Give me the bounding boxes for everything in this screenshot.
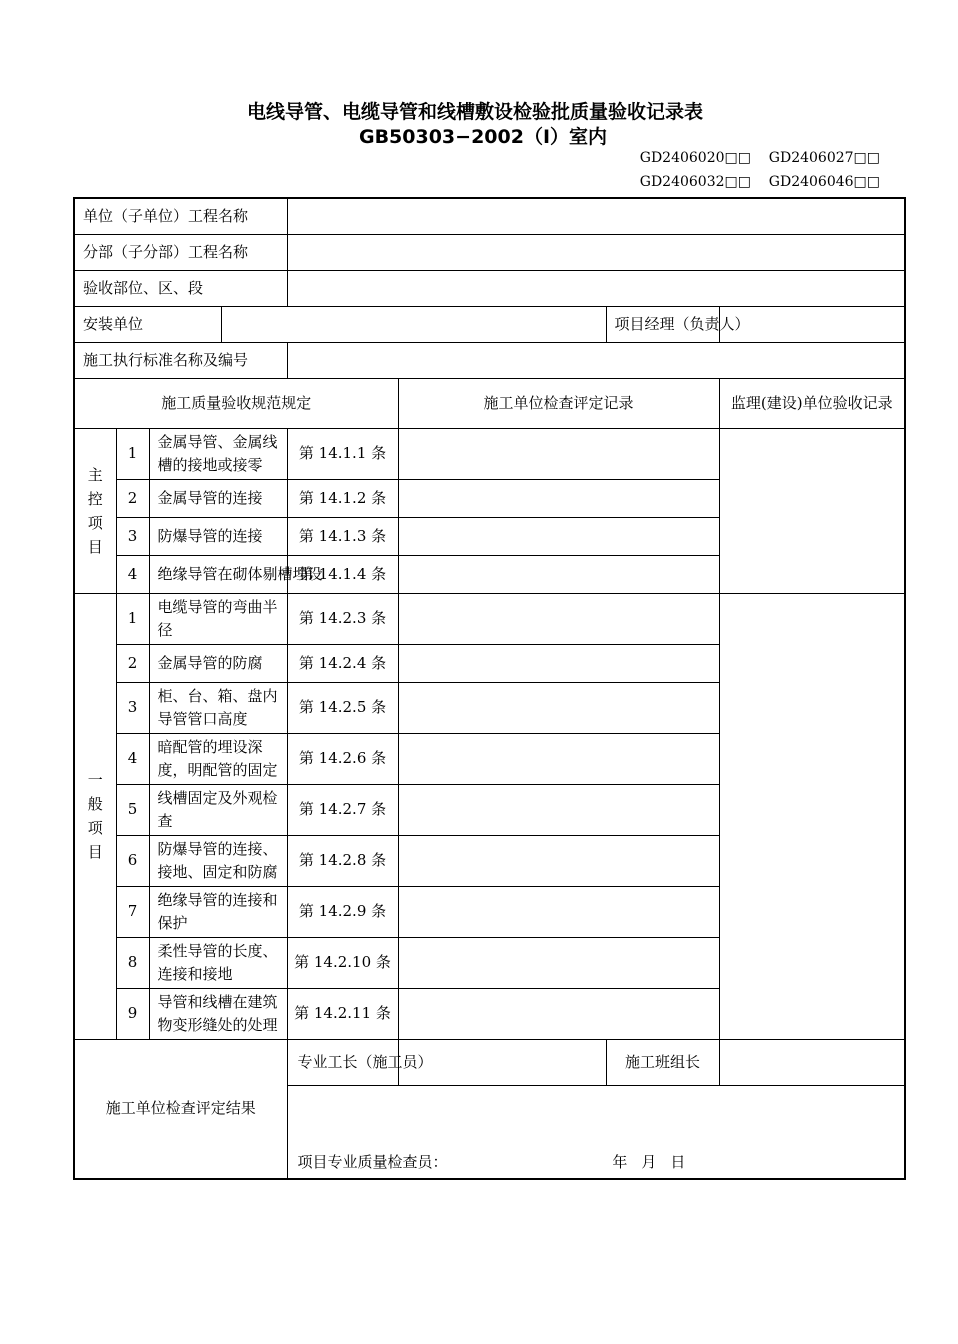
main-item-contractor-record[interactable] — [398, 517, 719, 555]
installer-label: 安装单位 — [74, 306, 221, 342]
form-subtitle: GB50303−2002（Ⅰ）室内 — [358, 126, 608, 148]
main-item-clause: 第 14.1.1 条 — [287, 428, 398, 479]
main-item-no: 4 — [116, 555, 149, 593]
installer-field[interactable] — [221, 306, 606, 342]
standard-label: 施工执行标准名称及编号 — [74, 342, 287, 378]
unit-project-label: 单位（子单位）工程名称 — [74, 198, 287, 234]
main-item-name: 金属导管、金属线槽的接地或接零 — [149, 428, 287, 479]
general-item-clause: 第 14.2.6 条 — [287, 733, 398, 784]
general-items-supervisor-record[interactable] — [719, 593, 905, 1039]
foreman-label: 专业工长（施工员） — [287, 1039, 398, 1085]
main-item-no: 2 — [116, 479, 149, 517]
general-item-name: 电缆导管的弯曲半径 — [149, 593, 287, 644]
general-item-clause: 第 14.2.11 条 — [287, 988, 398, 1039]
main-item-clause: 第 14.1.3 条 — [287, 517, 398, 555]
general-item-contractor-record[interactable] — [398, 835, 719, 886]
unit-project-field[interactable] — [287, 198, 905, 234]
general-item-name: 柔性导管的长度、连接和接地 — [149, 937, 287, 988]
general-item-name: 金属导管的防腐 — [149, 644, 287, 682]
main-item-name: 绝缘导管在砌体剔槽埋设 — [149, 555, 287, 593]
main-item-clause: 第 14.1.2 条 — [287, 479, 398, 517]
main-item-contractor-record[interactable] — [398, 479, 719, 517]
main-item-contractor-record[interactable] — [398, 428, 719, 479]
general-item-name: 防爆导管的连接、接地、固定和防腐 — [149, 835, 287, 886]
main-item-no: 1 — [116, 428, 149, 479]
main-item-no: 3 — [116, 517, 149, 555]
general-item-contractor-record[interactable] — [398, 644, 719, 682]
general-item-name: 线槽固定及外观检查 — [149, 784, 287, 835]
form-title: 电线导管、电缆导管和线槽敷设检验批质量验收记录表 — [246, 101, 703, 123]
result-label: 施工单位检查评定结果 — [74, 1039, 287, 1179]
main-items-group-label: 主 控 项 目 — [74, 428, 116, 593]
general-item-clause: 第 14.2.7 条 — [287, 784, 398, 835]
general-item-clause: 第 14.2.10 条 — [287, 937, 398, 988]
general-item-no: 9 — [116, 988, 149, 1039]
general-item-name: 绝缘导管的连接和保护 — [149, 886, 287, 937]
general-item-clause: 第 14.2.5 条 — [287, 682, 398, 733]
main-items-supervisor-record[interactable] — [719, 428, 905, 593]
general-item-no: 7 — [116, 886, 149, 937]
general-item-clause: 第 14.2.4 条 — [287, 644, 398, 682]
inspection-record-table — [73, 197, 906, 1180]
general-item-name: 暗配管的埋设深度，明配管的固定 — [149, 733, 287, 784]
general-item-contractor-record[interactable] — [398, 682, 719, 733]
sub-project-label: 分部（子分部）工程名称 — [74, 234, 287, 270]
general-item-no: 4 — [116, 733, 149, 784]
form-code-line-1: GD2406020□□ GD2406027□□ — [639, 150, 880, 166]
contractor-record-header: 施工单位检查评定记录 — [398, 378, 719, 428]
main-item-contractor-record[interactable] — [398, 555, 719, 593]
spec-header: 施工质量验收规范规定 — [74, 378, 398, 428]
standard-field[interactable] — [287, 342, 905, 378]
sign-date: 年 月 日 — [612, 1153, 688, 1171]
inspection-location-label: 验收部位、区、段 — [74, 270, 287, 306]
form-code-line-2: GD2406032□□ GD2406046□□ — [639, 174, 880, 190]
general-item-contractor-record[interactable] — [398, 988, 719, 1039]
general-item-clause: 第 14.2.9 条 — [287, 886, 398, 937]
general-item-no: 5 — [116, 784, 149, 835]
team-leader-field[interactable] — [719, 1039, 905, 1085]
general-item-clause: 第 14.2.3 条 — [287, 593, 398, 644]
general-item-contractor-record[interactable] — [398, 937, 719, 988]
general-item-no: 8 — [116, 937, 149, 988]
general-item-no: 3 — [116, 682, 149, 733]
general-item-clause: 第 14.2.8 条 — [287, 835, 398, 886]
general-item-name: 柜、台、箱、盘内导管管口高度 — [149, 682, 287, 733]
inspection-location-field[interactable] — [287, 270, 905, 306]
main-item-clause: 第 14.1.4 条 — [287, 555, 398, 593]
sub-project-field[interactable] — [287, 234, 905, 270]
project-manager-label: 项目经理（负责人） — [606, 306, 719, 342]
main-item-name: 防爆导管的连接 — [149, 517, 287, 555]
general-item-name: 导管和线槽在建筑物变形缝处的处理 — [149, 988, 287, 1039]
general-items-group-label: 一 般 项 目 — [74, 593, 116, 1039]
general-item-no: 2 — [116, 644, 149, 682]
general-item-contractor-record[interactable] — [398, 593, 719, 644]
general-item-no: 1 — [116, 593, 149, 644]
general-item-contractor-record[interactable] — [398, 784, 719, 835]
inspector-label: 项目专业质量检查员： — [297, 1153, 448, 1171]
general-item-contractor-record[interactable] — [398, 733, 719, 784]
supervisor-record-header: 监理(建设)单位验收记录 — [719, 378, 905, 428]
general-item-no: 6 — [116, 835, 149, 886]
main-item-name: 金属导管的连接 — [149, 479, 287, 517]
general-item-contractor-record[interactable] — [398, 886, 719, 937]
team-leader-label: 施工班组长 — [606, 1039, 719, 1085]
result-signature-area[interactable] — [287, 1085, 905, 1179]
